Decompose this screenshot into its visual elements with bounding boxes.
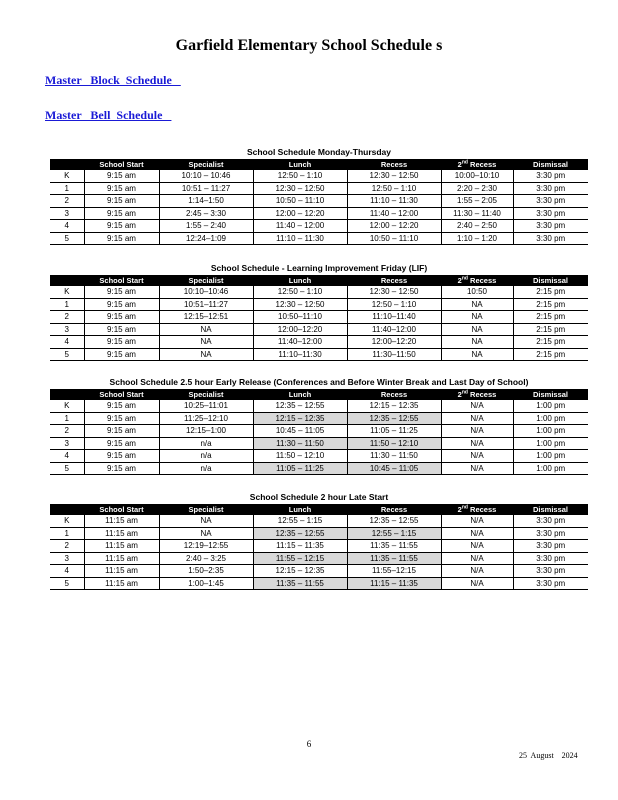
section-title: School Schedule Monday-Thursday	[246, 147, 392, 157]
table-cell: 12:24–1:09	[159, 232, 253, 245]
table-cell: 12:30 – 12:50	[347, 170, 441, 182]
column-header: Lunch	[253, 504, 347, 515]
table-cell: N/A	[441, 400, 513, 412]
column-header: Recess	[347, 275, 441, 286]
column-header	[441, 504, 513, 515]
table-cell: 2:20 – 2:30	[441, 182, 513, 195]
table-cell: 11:35 – 11:55	[347, 552, 441, 565]
column-header: School Start	[84, 275, 159, 286]
table-cell: 11:05 – 11:25	[347, 425, 441, 438]
table-cell: NA	[159, 336, 253, 349]
column-header: Specialist	[159, 504, 253, 515]
table-cell: 1:00 pm	[513, 462, 588, 475]
grade-cell: 5	[50, 462, 84, 475]
table-cell: 3:30 pm	[513, 540, 588, 553]
table-cell: 2:15 pm	[513, 298, 588, 311]
table-cell: 10:51–11:27	[159, 298, 253, 311]
table-header-row	[50, 275, 588, 286]
table-cell: 12:15 – 12:35	[253, 412, 347, 425]
page-number: 6	[306, 739, 312, 749]
table-cell: 12:35 – 12:55	[347, 515, 441, 527]
table-cell: 1:10 – 1:20	[441, 232, 513, 245]
table-cell: NA	[159, 527, 253, 540]
table-cell: 11:35 – 11:55	[253, 577, 347, 590]
column-header: Dismissal	[513, 389, 588, 400]
table-cell: 11:15 am	[84, 527, 159, 540]
table-cell: 1:14–1:50	[159, 195, 253, 208]
column-header: Recess	[347, 159, 441, 170]
table-cell: 10:10–10:46	[159, 286, 253, 298]
table-cell: 2:15 pm	[513, 323, 588, 336]
table-cell: 9:15 am	[84, 462, 159, 475]
table-cell: N/A	[441, 515, 513, 527]
table-cell: 12:50 – 1:10	[347, 298, 441, 311]
table-cell: 12:15 – 12:35	[347, 400, 441, 412]
table-cell: 3:30 pm	[513, 195, 588, 208]
table-cell: 3:30 pm	[513, 232, 588, 245]
table-cell: 12:15 – 12:35	[253, 565, 347, 578]
footer-date: 25 August 2024	[519, 751, 578, 760]
table-cell: 9:15 am	[84, 207, 159, 220]
header-text: Recess	[467, 160, 497, 169]
grade-cell: K	[50, 515, 84, 527]
table-cell: 12:00–12:20	[347, 336, 441, 349]
table-cell: 11:10 – 11:30	[253, 232, 347, 245]
grade-cell: K	[50, 170, 84, 182]
table-cell: 11:30 – 11:50	[253, 437, 347, 450]
grade-cell: K	[50, 400, 84, 412]
table-cell: 1:00 pm	[513, 437, 588, 450]
table-cell: 11:15 am	[84, 577, 159, 590]
table-cell: 11:40 – 12:00	[253, 220, 347, 233]
header-text: Recess	[467, 276, 497, 285]
header-superscript: nd	[461, 389, 468, 396]
header-text: 2	[457, 505, 462, 514]
table-cell: 10:51 – 11:27	[159, 182, 253, 195]
table-row	[50, 286, 588, 298]
grade-cell: 4	[50, 336, 84, 349]
column-header: Dismissal	[513, 159, 588, 170]
table-cell: N/A	[441, 552, 513, 565]
table-cell: 11:15 am	[84, 552, 159, 565]
table-cell: 3:30 pm	[513, 207, 588, 220]
table-cell: 3:30 pm	[513, 577, 588, 590]
table-row	[50, 577, 588, 590]
table-cell: 9:15 am	[84, 323, 159, 336]
table-row	[50, 412, 588, 425]
column-header: School Start	[84, 504, 159, 515]
table-cell: 11:50 – 12:10	[253, 450, 347, 463]
column-header	[50, 275, 84, 286]
table-cell: n/a	[159, 437, 253, 450]
table-cell: N/A	[441, 437, 513, 450]
table-cell: 12:15–1:00	[159, 425, 253, 438]
schedule-table	[50, 275, 588, 361]
table-cell: 3:30 pm	[513, 552, 588, 565]
table-cell: NA	[159, 348, 253, 361]
header-text: 2	[457, 160, 462, 169]
table-cell: 9:15 am	[84, 336, 159, 349]
schedule-table	[50, 389, 588, 475]
grade-cell: 4	[50, 565, 84, 578]
table-cell: 11:30–11:50	[347, 348, 441, 361]
table-header-row	[50, 504, 588, 515]
table-cell: N/A	[441, 577, 513, 590]
table-cell: 1:00 pm	[513, 412, 588, 425]
table-cell: 11:15 am	[84, 515, 159, 527]
column-header: School Start	[84, 159, 159, 170]
table-cell: N/A	[441, 462, 513, 475]
table-cell: N/A	[441, 450, 513, 463]
table-cell: n/a	[159, 450, 253, 463]
grade-cell: 3	[50, 207, 84, 220]
grade-cell: 2	[50, 195, 84, 208]
grade-cell: 4	[50, 220, 84, 233]
table-cell: 1:00 pm	[513, 450, 588, 463]
table-cell: N/A	[441, 527, 513, 540]
table-cell: 9:15 am	[84, 298, 159, 311]
grade-cell: 4	[50, 450, 84, 463]
section-title: School Schedule 2 hour Late Start	[249, 492, 389, 502]
table-cell: 11:40–12:00	[253, 336, 347, 349]
table-cell: 3:30 pm	[513, 565, 588, 578]
table-cell: 2:40 – 2:50	[441, 220, 513, 233]
column-header: Dismissal	[513, 275, 588, 286]
table-cell: 1:55 – 2:05	[441, 195, 513, 208]
table-cell: 9:15 am	[84, 348, 159, 361]
table-cell: N/A	[441, 565, 513, 578]
column-header: Recess	[347, 389, 441, 400]
table-cell: 9:15 am	[84, 425, 159, 438]
table-cell: 2:45 – 3:30	[159, 207, 253, 220]
table-cell: 11:15 am	[84, 540, 159, 553]
table-cell: 9:15 am	[84, 195, 159, 208]
grade-cell: 5	[50, 232, 84, 245]
column-header	[441, 389, 513, 400]
header-superscript: nd	[461, 275, 468, 282]
table-cell: 2:15 pm	[513, 286, 588, 298]
table-cell: NA	[441, 336, 513, 349]
grade-cell: 3	[50, 437, 84, 450]
table-cell: 1:55 – 2:40	[159, 220, 253, 233]
page-title: Garfield Elementary School Schedule s	[175, 37, 443, 54]
table-cell: 9:15 am	[84, 170, 159, 182]
table-cell: 11:35 – 11:55	[347, 540, 441, 553]
table-cell: 12:35 – 12:55	[253, 527, 347, 540]
table-cell: 9:15 am	[84, 232, 159, 245]
table-cell: 11:40–12:00	[347, 323, 441, 336]
table-row	[50, 437, 588, 450]
table-row	[50, 565, 588, 578]
table-header-row	[50, 159, 588, 170]
section-title: School Schedule - Learning Improvement Friday (LIF)	[210, 263, 428, 273]
header-superscript: nd	[461, 159, 468, 166]
column-header: Specialist	[159, 159, 253, 170]
schedule-table	[50, 504, 588, 590]
grade-cell: 5	[50, 348, 84, 361]
table-row	[50, 336, 588, 349]
table-cell: 1:00–1:45	[159, 577, 253, 590]
table-cell: 3:30 pm	[513, 515, 588, 527]
column-header	[441, 275, 513, 286]
table-cell: 10:00–10:10	[441, 170, 513, 182]
table-row	[50, 207, 588, 220]
table-cell: 3:30 pm	[513, 220, 588, 233]
grade-cell: 1	[50, 527, 84, 540]
grade-cell: 1	[50, 412, 84, 425]
table-cell: 9:15 am	[84, 437, 159, 450]
table-cell: 11:15 – 11:35	[347, 577, 441, 590]
table-cell: NA	[441, 311, 513, 324]
table-row	[50, 182, 588, 195]
table-cell: 10:45 – 11:05	[253, 425, 347, 438]
section-title: School Schedule 2.5 hour Early Release (Conferences and Before Winter Break and Last Day of School)	[109, 377, 529, 387]
header-superscript: nd	[461, 504, 468, 511]
column-header: Lunch	[253, 275, 347, 286]
table-row	[50, 220, 588, 233]
table-cell: 10:50–11:10	[253, 311, 347, 324]
grade-cell: 1	[50, 182, 84, 195]
table-row	[50, 462, 588, 475]
table-cell: NA	[441, 298, 513, 311]
schedule-section-early-release	[50, 376, 588, 475]
table-cell: 3:30 pm	[513, 527, 588, 540]
header-text: 2	[457, 390, 462, 399]
table-cell: 1:00 pm	[513, 425, 588, 438]
table-cell: 11:25–12:10	[159, 412, 253, 425]
table-cell: 2:15 pm	[513, 311, 588, 324]
table-cell: 11:15 am	[84, 565, 159, 578]
table-cell: 12:00 – 12:20	[347, 220, 441, 233]
table-cell: 11:05 – 11:25	[253, 462, 347, 475]
grade-cell: 3	[50, 323, 84, 336]
table-cell: 12:50 – 1:10	[347, 182, 441, 195]
column-header	[50, 389, 84, 400]
table-cell: 1:50–2:35	[159, 565, 253, 578]
table-row	[50, 298, 588, 311]
table-cell: 12:19–12:55	[159, 540, 253, 553]
table-row	[50, 170, 588, 182]
table-row	[50, 232, 588, 245]
table-cell: 9:15 am	[84, 182, 159, 195]
table-cell: NA	[159, 323, 253, 336]
table-cell: 12:00–12:20	[253, 323, 347, 336]
master-block-schedule-link[interactable]: Master Block Schedule	[45, 73, 181, 87]
table-cell: 12:30 – 12:50	[347, 286, 441, 298]
grade-cell: 2	[50, 540, 84, 553]
table-cell: 11:55–12:15	[347, 565, 441, 578]
table-row	[50, 527, 588, 540]
table-header-row	[50, 389, 588, 400]
table-cell: 3:30 pm	[513, 182, 588, 195]
table-cell: N/A	[441, 412, 513, 425]
table-cell: 9:15 am	[84, 412, 159, 425]
schedule-section-lif	[50, 262, 588, 361]
table-cell: 10:50 – 11:10	[347, 232, 441, 245]
header-text: Recess	[467, 390, 497, 399]
schedule-table	[50, 159, 588, 245]
table-row	[50, 515, 588, 527]
schedule-section-monday-thursday	[50, 146, 588, 245]
table-cell: 12:50 – 1:10	[253, 286, 347, 298]
table-cell: 9:15 am	[84, 450, 159, 463]
table-cell: 10:50 – 11:10	[253, 195, 347, 208]
table-cell: 11:15 – 11:35	[253, 540, 347, 553]
grade-cell: 3	[50, 552, 84, 565]
table-cell: 2:15 pm	[513, 336, 588, 349]
column-header	[50, 159, 84, 170]
column-header: School Start	[84, 389, 159, 400]
table-cell: 2:40 – 3:25	[159, 552, 253, 565]
schedule-section-late-start	[50, 491, 588, 590]
table-cell: 9:15 am	[84, 220, 159, 233]
table-cell: 11:10 – 11:30	[347, 195, 441, 208]
table-row	[50, 552, 588, 565]
table-row	[50, 400, 588, 412]
table-cell: 12:50 – 1:10	[253, 170, 347, 182]
table-cell: 12:15–12:51	[159, 311, 253, 324]
table-cell: 12:35 – 12:55	[253, 400, 347, 412]
table-cell: 12:55 – 1:15	[253, 515, 347, 527]
table-cell: 10:10 – 10:46	[159, 170, 253, 182]
column-header: Lunch	[253, 159, 347, 170]
table-cell: 11:10–11:30	[253, 348, 347, 361]
table-cell: 11:30 – 11:50	[347, 450, 441, 463]
table-row	[50, 450, 588, 463]
table-cell: 9:15 am	[84, 286, 159, 298]
table-cell: 9:15 am	[84, 311, 159, 324]
table-cell: 11:50 – 12:10	[347, 437, 441, 450]
grade-cell: 2	[50, 425, 84, 438]
table-cell: 9:15 am	[84, 400, 159, 412]
table-cell: N/A	[441, 540, 513, 553]
table-cell: 10:45 – 11:05	[347, 462, 441, 475]
table-row	[50, 348, 588, 361]
grade-cell: 5	[50, 577, 84, 590]
column-header: Recess	[347, 504, 441, 515]
table-cell: 10:25–11:01	[159, 400, 253, 412]
table-cell: 12:30 – 12:50	[253, 298, 347, 311]
column-header: Dismissal	[513, 504, 588, 515]
table-row	[50, 311, 588, 324]
column-header: Specialist	[159, 389, 253, 400]
table-cell: 11:40 – 12:00	[347, 207, 441, 220]
table-cell: 10:50	[441, 286, 513, 298]
grade-cell: K	[50, 286, 84, 298]
column-header	[441, 159, 513, 170]
table-row	[50, 323, 588, 336]
master-bell-schedule-link[interactable]: Master Bell Schedule	[45, 108, 172, 122]
table-cell: NA	[441, 323, 513, 336]
table-row	[50, 425, 588, 438]
header-text: Recess	[467, 505, 497, 514]
grade-cell: 1	[50, 298, 84, 311]
table-cell: n/a	[159, 462, 253, 475]
table-cell: 1:00 pm	[513, 400, 588, 412]
table-cell: 12:35 – 12:55	[347, 412, 441, 425]
table-cell: 11:10–11:40	[347, 311, 441, 324]
table-cell: NA	[441, 348, 513, 361]
column-header: Specialist	[159, 275, 253, 286]
table-cell: 12:55 – 1:15	[347, 527, 441, 540]
table-cell: 3:30 pm	[513, 170, 588, 182]
table-row	[50, 195, 588, 208]
column-header: Lunch	[253, 389, 347, 400]
table-cell: NA	[159, 515, 253, 527]
table-cell: 2:15 pm	[513, 348, 588, 361]
table-cell: 11:55 – 12:15	[253, 552, 347, 565]
header-text: 2	[457, 276, 462, 285]
table-cell: 11:30 – 11:40	[441, 207, 513, 220]
table-row	[50, 540, 588, 553]
column-header	[50, 504, 84, 515]
grade-cell: 2	[50, 311, 84, 324]
table-cell: N/A	[441, 425, 513, 438]
table-cell: 12:00 – 12:20	[253, 207, 347, 220]
table-cell: 12:30 – 12:50	[253, 182, 347, 195]
